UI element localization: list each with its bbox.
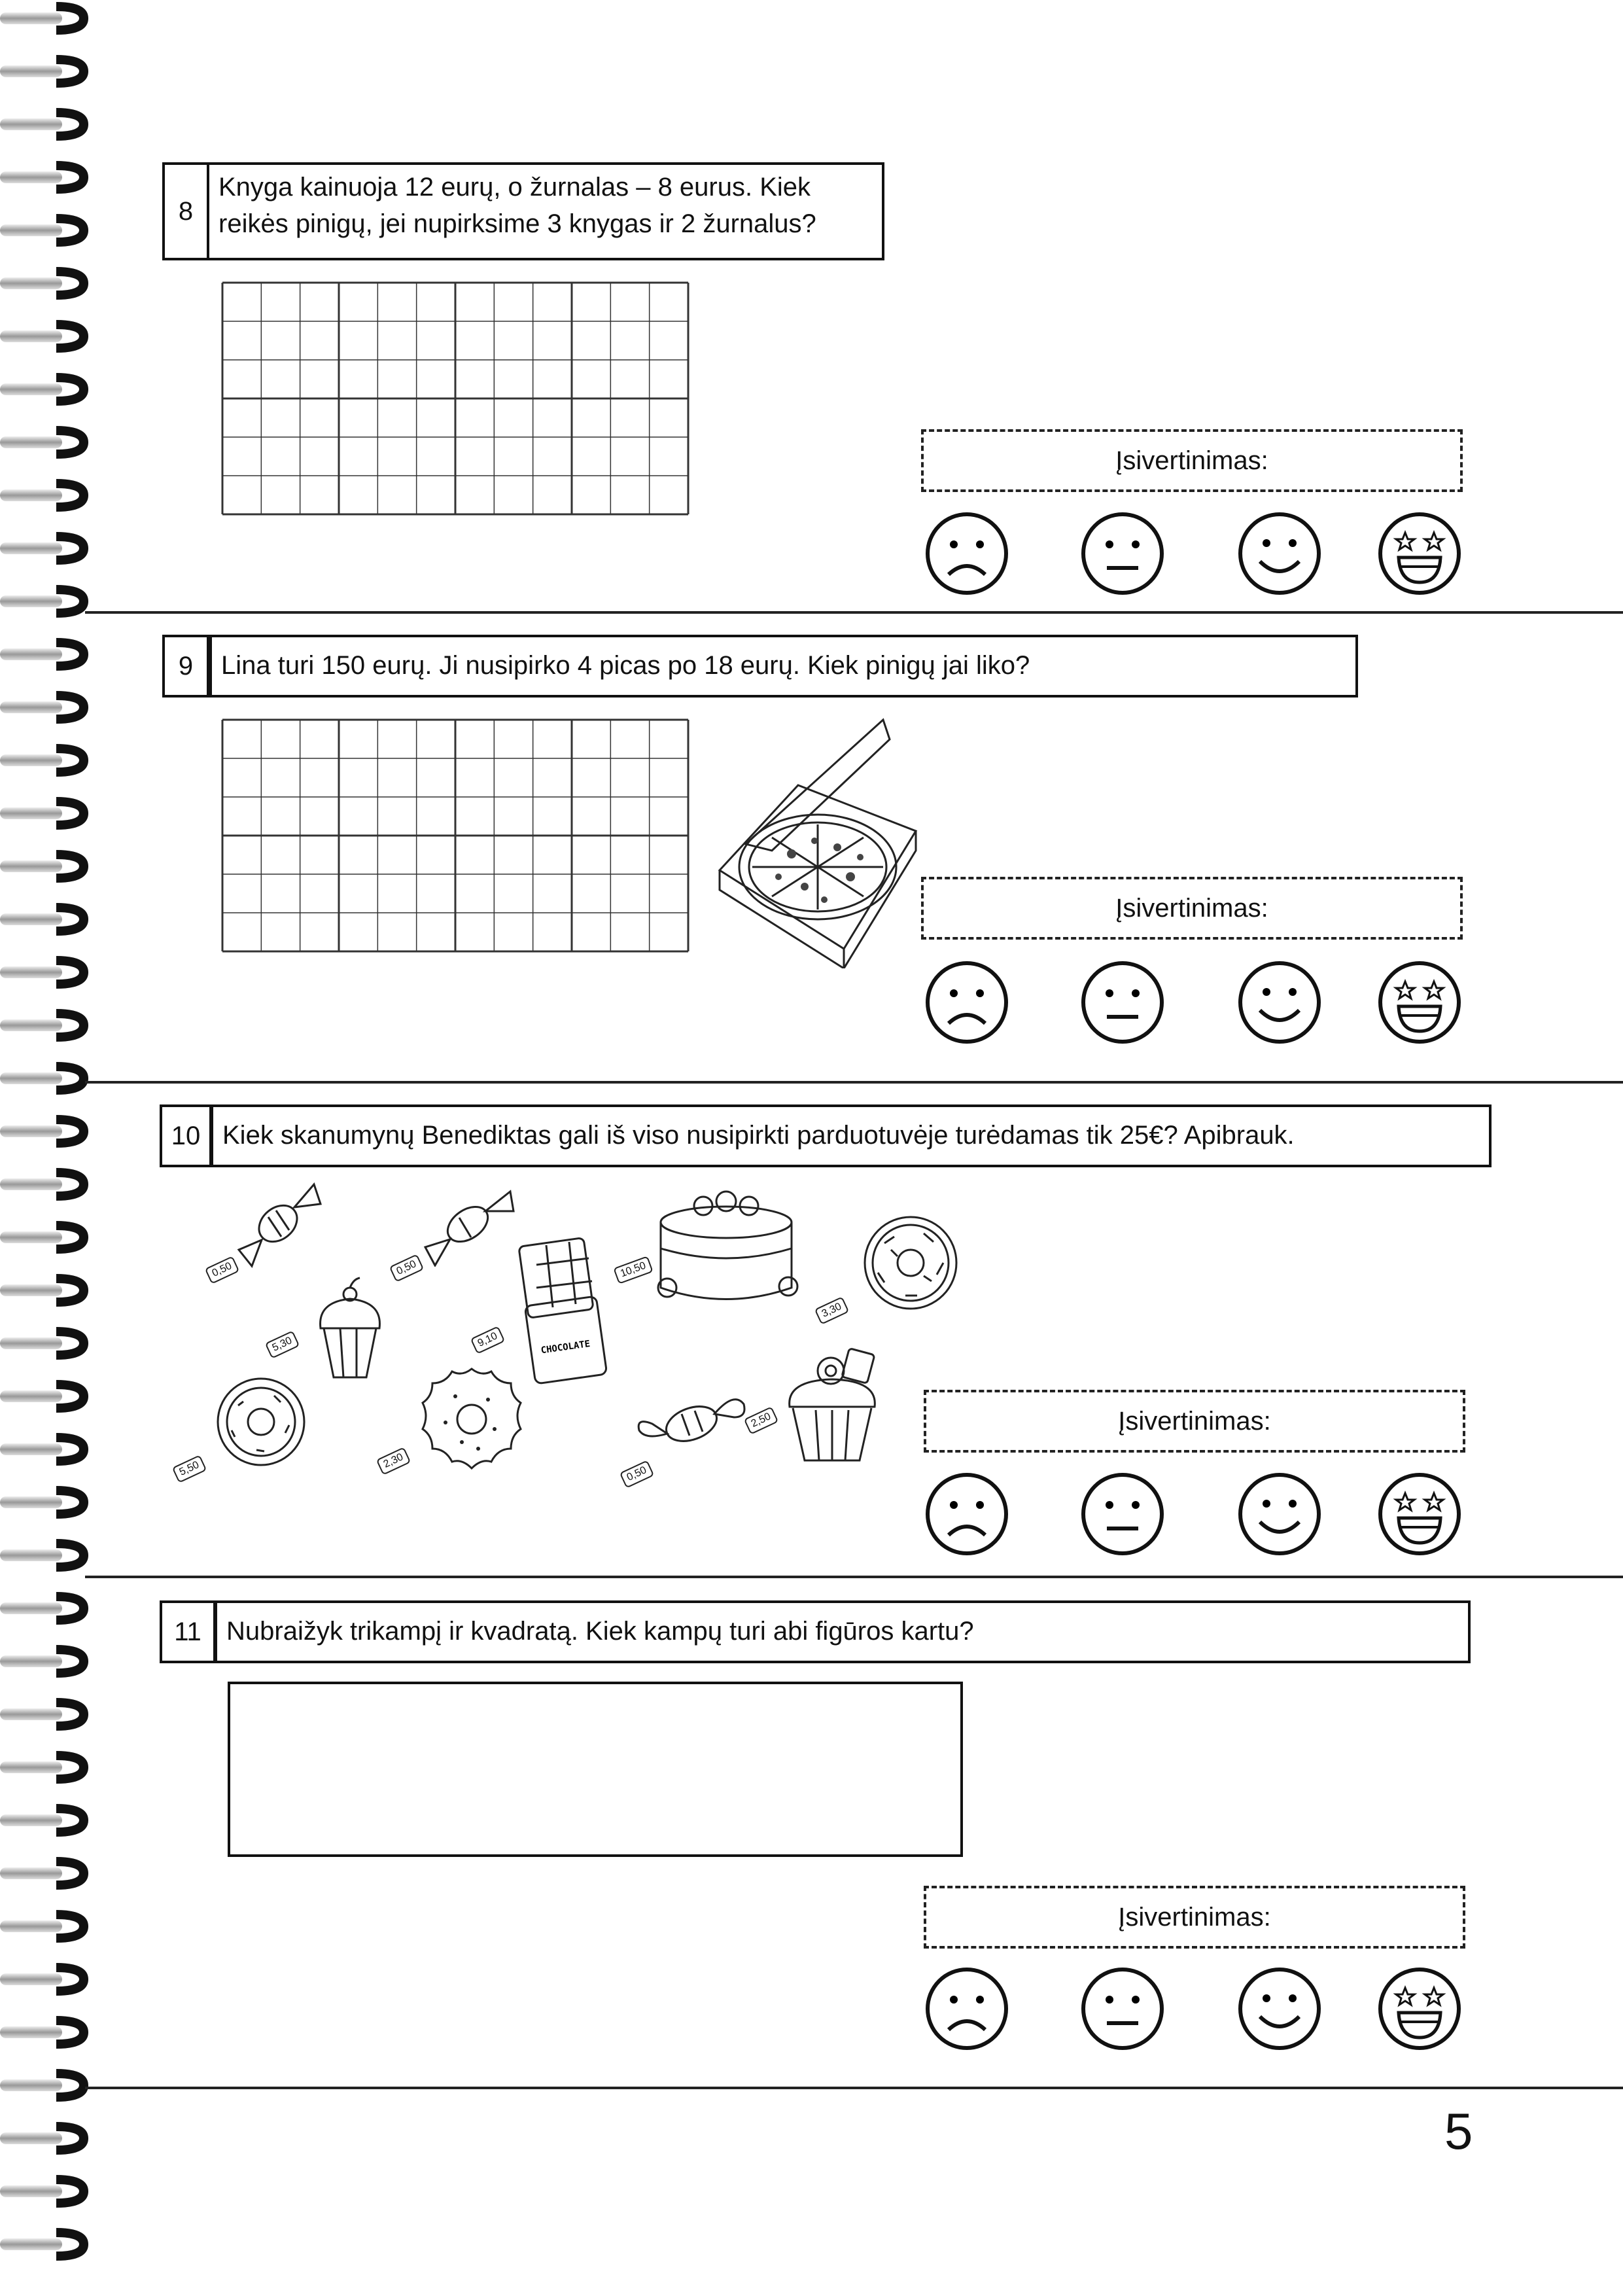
- question-number: 8: [162, 162, 209, 260]
- sad-face-icon[interactable]: [924, 510, 1010, 597]
- neutral-face-icon[interactable]: [1079, 1471, 1166, 1557]
- section-divider: [85, 1576, 1623, 1578]
- section-divider: [85, 611, 1623, 614]
- drawing-answer-box[interactable]: [228, 1682, 963, 1857]
- section-divider: [85, 1081, 1623, 1084]
- pizza-box-illustration: [693, 713, 929, 968]
- answer-grid[interactable]: [221, 281, 689, 516]
- price-tag: 5,50: [172, 1455, 207, 1483]
- candy-illustration[interactable]: [229, 1178, 327, 1269]
- neutral-face-icon[interactable]: [1079, 1966, 1166, 2052]
- question-text: Lina turi 150 eurų. Ji nusipirko 4 picas po 18 eurų. Kiek pinigų jai liko?: [209, 635, 1358, 698]
- question-text: Nubraižyk trikampį ir kvadratą. Kiek kampų turi abi figūros kartu?: [215, 1600, 1471, 1663]
- chocolate-label: CHOCOLATE: [540, 1338, 591, 1356]
- page-number: 5: [1444, 2102, 1473, 2160]
- self-assessment-box: [924, 1390, 1465, 1453]
- neutral-face-icon[interactable]: [1079, 510, 1166, 597]
- smile-face-icon[interactable]: [1236, 1471, 1323, 1557]
- price-tag: 3,30: [814, 1296, 850, 1324]
- candy-illustration[interactable]: [419, 1182, 517, 1267]
- self-assessment-label: Įsivertinimas:: [1118, 1406, 1271, 1436]
- price-tag: 2,50: [744, 1406, 779, 1434]
- cupcake-illustration[interactable]: [780, 1348, 884, 1466]
- price-tag: 2,30: [376, 1447, 411, 1475]
- price-tag: 5,30: [265, 1330, 300, 1358]
- star-eyes-face-icon[interactable]: [1376, 510, 1463, 597]
- star-eyes-face-icon[interactable]: [1376, 1471, 1463, 1557]
- price-tag: 9,10: [470, 1326, 506, 1354]
- question-text-line: Knyga kainuoja 12 eurų, o žurnalas – 8 eurus. Kiek: [218, 173, 811, 202]
- self-assessment-box: [921, 877, 1463, 940]
- self-assessment-box: [921, 429, 1463, 492]
- self-assessment-label: Įsivertinimas:: [1115, 893, 1268, 923]
- sad-face-icon[interactable]: [924, 1471, 1010, 1557]
- question-text: [207, 162, 884, 260]
- price-tag: 0,50: [389, 1254, 425, 1282]
- smile-face-icon[interactable]: [1236, 510, 1323, 597]
- answer-grid[interactable]: [221, 718, 689, 953]
- candy-illustration[interactable]: [629, 1378, 754, 1463]
- price-tag: 0,50: [205, 1256, 240, 1284]
- self-assessment-label: Įsivertinimas:: [1115, 446, 1268, 475]
- smile-face-icon[interactable]: [1236, 1966, 1323, 2052]
- self-assessment-box: [924, 1886, 1465, 1949]
- smile-face-icon[interactable]: [1236, 959, 1323, 1046]
- price-tag: 10,50: [613, 1256, 654, 1284]
- self-assessment-label: Įsivertinimas:: [1118, 1902, 1271, 1932]
- section-divider: [85, 2087, 1623, 2089]
- spiral-binding: [0, 0, 92, 2296]
- question-text: Kiek skanumynų Benediktas gali iš viso nusipirkti parduotuvėje turėdamas tik 25€? Apibrauk.: [211, 1104, 1492, 1167]
- star-eyes-face-icon[interactable]: [1376, 959, 1463, 1046]
- cupcake-illustration[interactable]: [307, 1276, 393, 1381]
- star-eyes-face-icon[interactable]: [1376, 1966, 1463, 2052]
- neutral-face-icon[interactable]: [1079, 959, 1166, 1046]
- question-number: 10: [160, 1104, 212, 1167]
- donut-illustration[interactable]: [858, 1210, 963, 1315]
- question-number: 11: [160, 1600, 216, 1663]
- cake-illustration[interactable]: [648, 1183, 805, 1307]
- question-text-line: reikės pinigų, jei nupirksime 3 knygas ir 2 žurnalus?: [218, 209, 816, 238]
- question-number: 9: [162, 635, 209, 698]
- donut-illustration[interactable]: [416, 1364, 527, 1475]
- price-tag: 0,50: [620, 1460, 655, 1488]
- sad-face-icon[interactable]: [924, 959, 1010, 1046]
- sad-face-icon[interactable]: [924, 1966, 1010, 2052]
- donut-illustration[interactable]: [212, 1373, 310, 1471]
